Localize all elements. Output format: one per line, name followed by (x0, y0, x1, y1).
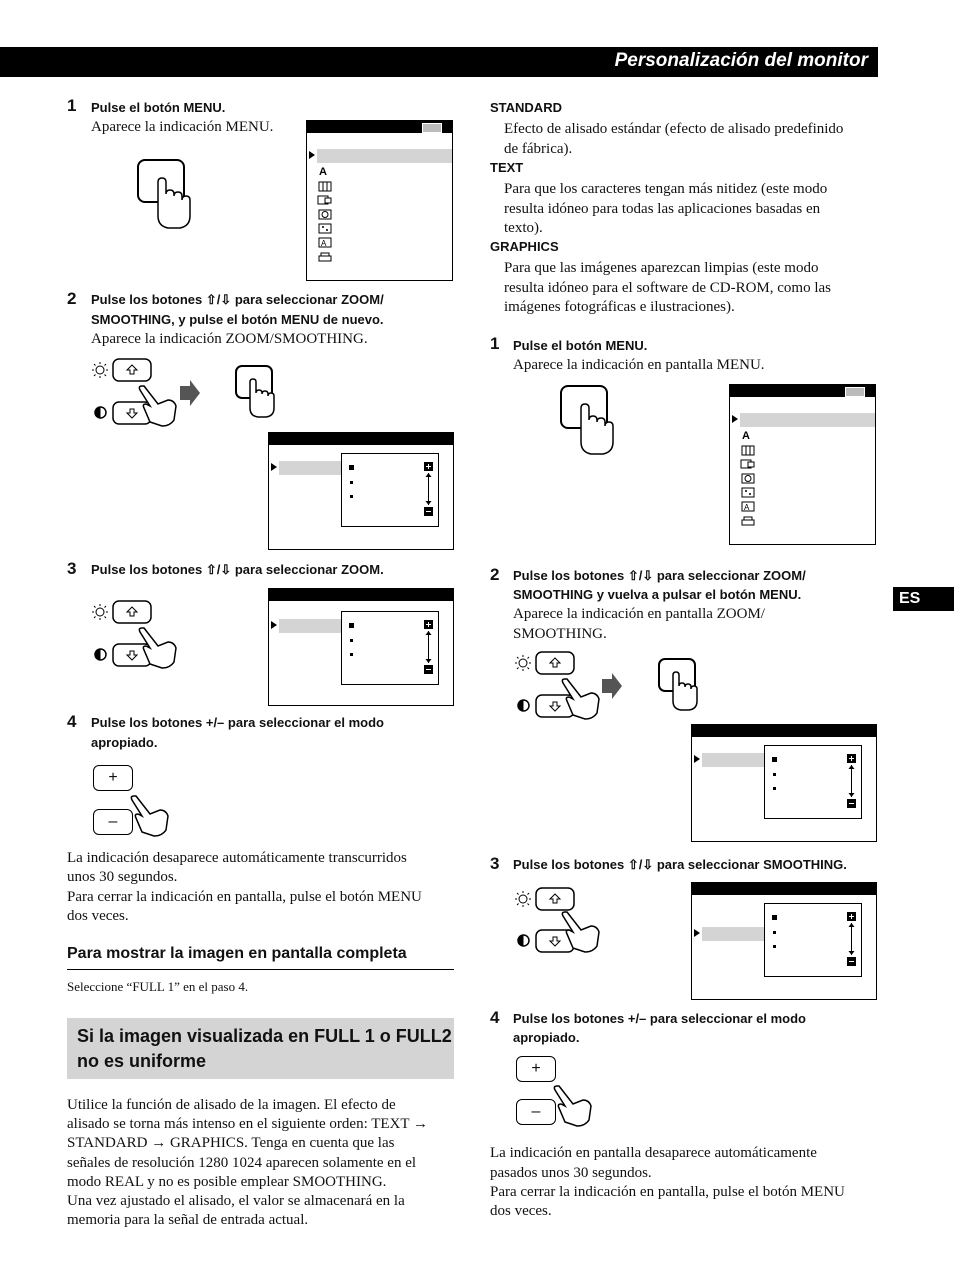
hand-press-icon (657, 657, 701, 715)
step-number: 3 (67, 559, 77, 578)
definition-text: Efecto de alisado estándar (efecto de alisado predefinido (504, 121, 844, 137)
plus-button[interactable]: + (93, 765, 133, 791)
contrast-icon (517, 699, 530, 712)
svg-text:A: A (742, 430, 750, 442)
hand-press-icon (561, 908, 601, 954)
info-text: Para cerrar la indicación en pantalla, pulse el botón MENU (67, 889, 422, 905)
contrast-icon (94, 648, 107, 661)
osd-menu-screen (306, 120, 453, 281)
brightness-icon (515, 655, 531, 671)
menu-icon (740, 429, 756, 529)
osd-zoom-screen (268, 432, 454, 550)
menu-icon (317, 165, 333, 265)
brightness-icon (92, 362, 108, 378)
language-tab: ES (893, 587, 954, 611)
hand-press-icon (559, 384, 619, 460)
info-text: unos 30 segundos. (67, 869, 178, 885)
step-number: 4 (67, 712, 77, 731)
arrow-right-icon (180, 380, 200, 406)
osd-zoom-screen (268, 588, 454, 706)
osd-menu-screen (729, 384, 876, 545)
step-number: 1 (67, 96, 77, 115)
note-text: alisado se torna más intenso en el siguiente orden: TEXT → (67, 1116, 429, 1132)
info-text: La indicación en pantalla desaparece automáticamente (490, 1145, 817, 1161)
up-button[interactable] (535, 651, 575, 675)
step-body: SMOOTHING. (513, 626, 607, 642)
info-text: dos veces. (67, 908, 129, 924)
definition-label: GRAPHICS (490, 239, 559, 254)
plus-button[interactable]: + (516, 1056, 556, 1082)
section-body: Seleccione “FULL 1” en el paso 4. (67, 979, 249, 994)
definition-text: imágenes fotográficas e ilustraciones). (504, 299, 735, 315)
definition-text: Para que las imágenes aparezcan limpias (este modo (504, 260, 819, 276)
arrow-right-icon (602, 673, 622, 699)
hand-press-icon (553, 1082, 595, 1128)
step-number: 1 (490, 334, 500, 353)
note-box (67, 1018, 454, 1079)
osd-zoom-screen (691, 724, 877, 842)
step-heading: apropiado. (91, 735, 158, 750)
definition-text: Para que los caracteres tengan más nitidez (este modo (504, 181, 828, 197)
plus-minus-scale-icon (423, 461, 435, 517)
page-header (0, 47, 878, 77)
info-text: Para cerrar la indicación en pantalla, pulse el botón MENU (490, 1184, 845, 1200)
note-text: STANDARD → GRAPHICS. Tenga en cuenta que las (67, 1135, 395, 1151)
note-text: señales de resolución 1280 1024 aparecen solamente en el (67, 1155, 417, 1171)
note-text: modo REAL y no es posible emplear SMOOTHING. (67, 1174, 387, 1190)
svg-text:A: A (744, 503, 750, 512)
step-heading: Pulse el botón MENU. (513, 338, 648, 353)
definition-text: resulta idóneo para el software de CD-ROM, como las (504, 280, 831, 296)
definition-text: de fábrica). (504, 141, 573, 157)
step-heading: SMOOTHING y vuelva a pulsar el botón MENU. (513, 587, 802, 602)
svg-text:A: A (321, 239, 327, 248)
step-heading: Pulse el botón MENU. (91, 100, 226, 115)
step-heading: Pulse los botones ⇧/⇩ para seleccionar SMOOTHING. (513, 857, 847, 872)
definition-label: TEXT (490, 160, 524, 175)
hand-press-icon (138, 382, 178, 428)
note-text: Una vez ajustado el alisado, el valor se almacenará en la (67, 1193, 405, 1209)
plus-minus-scale-icon (423, 619, 435, 675)
info-text: pasados unos 30 segundos. (490, 1165, 652, 1181)
contrast-icon (517, 934, 530, 947)
step-heading: Pulse los botones +/– para seleccionar el modo (513, 1011, 806, 1026)
svg-text:A: A (319, 166, 327, 178)
contrast-icon (94, 406, 107, 419)
up-button[interactable] (112, 358, 152, 382)
brightness-icon (92, 604, 108, 620)
hand-press-icon (234, 364, 278, 422)
step-body: Aparece la indicación en pantalla MENU. (513, 357, 765, 373)
note-text: Utilice la función de alisado de la imagen. El efecto de (67, 1097, 396, 1113)
step-heading: apropiado. (513, 1030, 580, 1045)
brightness-icon (515, 891, 531, 907)
step-heading: Pulse los botones ⇧/⇩ para seleccionar ZOOM. (91, 562, 384, 577)
step-body: Aparece la indicación ZOOM/SMOOTHING. (91, 331, 368, 347)
plus-minus-scale-icon (846, 911, 858, 967)
osd-smoothing-screen (691, 882, 877, 1000)
minus-button[interactable]: – (93, 809, 133, 835)
note-box-title: no es uniforme (77, 1051, 207, 1071)
hand-press-icon (138, 624, 178, 670)
page-title: Personalización del monitor (614, 50, 868, 71)
step-heading: Pulse los botones ⇧/⇩ para seleccionar ZOOM/ (91, 292, 384, 307)
step-heading: Pulse los botones +/– para seleccionar el modo (91, 715, 384, 730)
minus-button[interactable]: – (516, 1099, 556, 1125)
step-number: 2 (490, 565, 500, 584)
step-body: Aparece la indicación MENU. (91, 119, 274, 135)
note-text: memoria para la señal de entrada actual. (67, 1212, 309, 1228)
hand-press-icon (561, 675, 601, 721)
definition-text: texto). (504, 220, 543, 236)
info-text: dos veces. (490, 1203, 552, 1219)
info-text: La indicación desaparece automáticamente transcurridos (67, 850, 407, 866)
step-body: Aparece la indicación en pantalla ZOOM/ (513, 606, 765, 622)
step-heading: Pulse los botones ⇧/⇩ para seleccionar ZOOM/ (513, 568, 806, 583)
step-heading: SMOOTHING, y pulse el botón MENU de nuevo. (91, 312, 384, 327)
hand-press-icon (130, 792, 172, 838)
plus-minus-scale-icon (846, 753, 858, 809)
divider (67, 969, 454, 970)
definition-label: STANDARD (490, 100, 562, 115)
step-number: 3 (490, 854, 500, 873)
note-box-title: Si la imagen visualizada en FULL 1 o FULL2 (77, 1026, 452, 1046)
step-number: 4 (490, 1008, 500, 1027)
definition-text: resulta idóneo para todas las aplicaciones basadas en (504, 201, 821, 217)
up-button[interactable] (112, 600, 152, 624)
hand-press-icon (136, 158, 196, 234)
section-heading: Para mostrar la imagen en pantalla completa (67, 945, 407, 962)
step-number: 2 (67, 289, 77, 308)
